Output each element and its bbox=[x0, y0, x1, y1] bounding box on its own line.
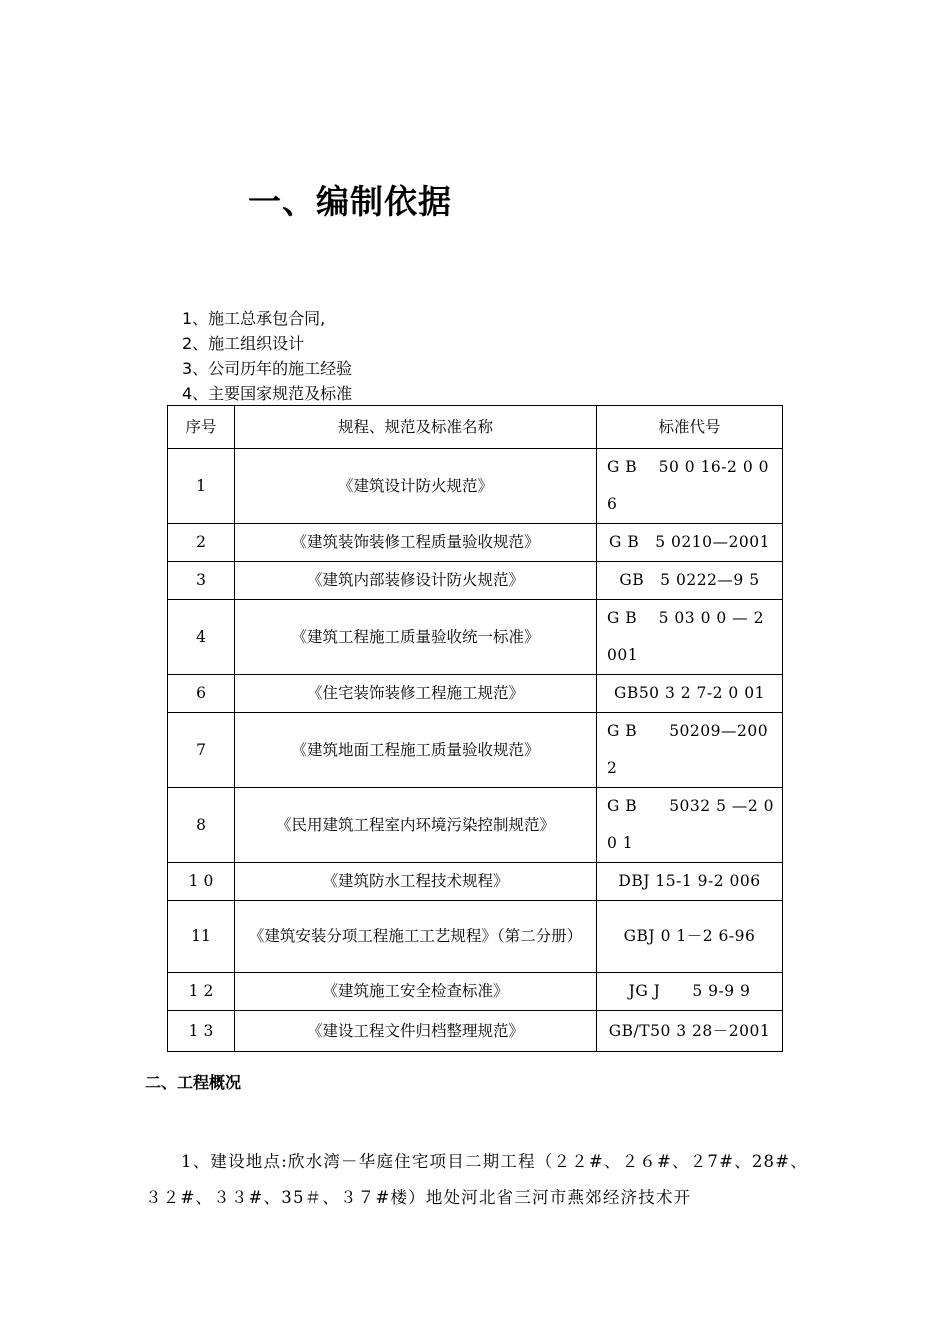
table-row bbox=[168, 901, 783, 973]
header-code: 标准代号 bbox=[597, 406, 783, 449]
basis-item: 1、施工总承包合同, bbox=[182, 309, 326, 328]
row-code: DBJ 15-1 9-2 006 bbox=[597, 863, 783, 901]
basis-item: 3、公司历年的施工经验 bbox=[182, 359, 353, 378]
row-code: G B 50209—200 2 bbox=[597, 713, 783, 788]
row-name: 《建筑安装分项工程施工工艺规程》（第二分册） bbox=[235, 901, 597, 973]
row-code: GB/T50 3 28－2001 bbox=[597, 1011, 783, 1052]
basis-list bbox=[182, 306, 352, 406]
row-name: 《建设工程文件归档整理规范》 bbox=[235, 1011, 597, 1052]
row-code: G B 5032 5 —2 0 0 1 bbox=[597, 788, 783, 863]
row-name: 《建筑设计防火规范》 bbox=[235, 449, 597, 524]
table-row bbox=[168, 1011, 783, 1052]
row-no: 1 0 bbox=[168, 863, 235, 901]
table-row bbox=[168, 562, 783, 600]
row-name: 《建筑装饰装修工程质量验收规范》 bbox=[235, 524, 597, 562]
row-no: 1 3 bbox=[168, 1011, 235, 1052]
table-row bbox=[168, 973, 783, 1011]
table-row bbox=[168, 863, 783, 901]
row-name: 《建筑施工安全检查标准》 bbox=[235, 973, 597, 1011]
basis-item: 2、施工组织设计 bbox=[182, 334, 305, 353]
table-row bbox=[168, 600, 783, 675]
row-no: 1 bbox=[168, 449, 235, 524]
row-code: G B 5 03 0 0 — 2 001 bbox=[597, 600, 783, 675]
row-no: 4 bbox=[168, 600, 235, 675]
row-no: 11 bbox=[168, 901, 235, 973]
section-title-overview: 二、工程概况 bbox=[145, 1073, 242, 1092]
row-no: 1 2 bbox=[168, 973, 235, 1011]
row-name: 《建筑工程施工质量验收统一标准》 bbox=[235, 600, 597, 675]
row-name: 《建筑地面工程施工质量验收规范》 bbox=[235, 713, 597, 788]
row-no: 6 bbox=[168, 675, 235, 713]
row-code: GB 5 0222—9 5 bbox=[597, 562, 783, 600]
row-no: 2 bbox=[168, 524, 235, 562]
row-name: 《建筑防水工程技术规程》 bbox=[235, 863, 597, 901]
row-name: 《建筑内部装修设计防火规范》 bbox=[235, 562, 597, 600]
row-code: JG J 5 9-9 9 bbox=[597, 973, 783, 1011]
row-code: G B 50 0 16-2 0 0 6 bbox=[597, 449, 783, 524]
table-row bbox=[168, 675, 783, 713]
table-row bbox=[168, 788, 783, 863]
table-header-row bbox=[168, 406, 783, 449]
table-row bbox=[168, 524, 783, 562]
row-name: 《民用建筑工程室内环境污染控制规范》 bbox=[235, 788, 597, 863]
row-code: GBJ 0 1－2 6-96 bbox=[597, 901, 783, 973]
section-title-basis: 一、编制依据 bbox=[248, 182, 452, 221]
row-no: 8 bbox=[168, 788, 235, 863]
header-name: 规程、规范及标准名称 bbox=[235, 406, 597, 449]
standards-table bbox=[167, 405, 783, 1052]
row-code: GB50 3 2 7-2 0 01 bbox=[597, 675, 783, 713]
row-name: 《住宅装饰装修工程施工规范》 bbox=[235, 675, 597, 713]
table-row bbox=[168, 449, 783, 524]
header-no: 序号 bbox=[168, 406, 235, 449]
row-no: 3 bbox=[168, 562, 235, 600]
overview-paragraph: 1、建设地点:欣水湾－华庭住宅项目二期工程（２２#、２６#、２7#、28#、３２#、３３#、35＃、３７#楼）地处河北省三河市燕郊经济技术开 bbox=[145, 1152, 808, 1207]
row-code: G B 5 0210—2001 bbox=[597, 524, 783, 562]
basis-item: 4、主要国家规范及标准 bbox=[182, 384, 353, 403]
table-row bbox=[168, 713, 783, 788]
row-no: 7 bbox=[168, 713, 235, 788]
